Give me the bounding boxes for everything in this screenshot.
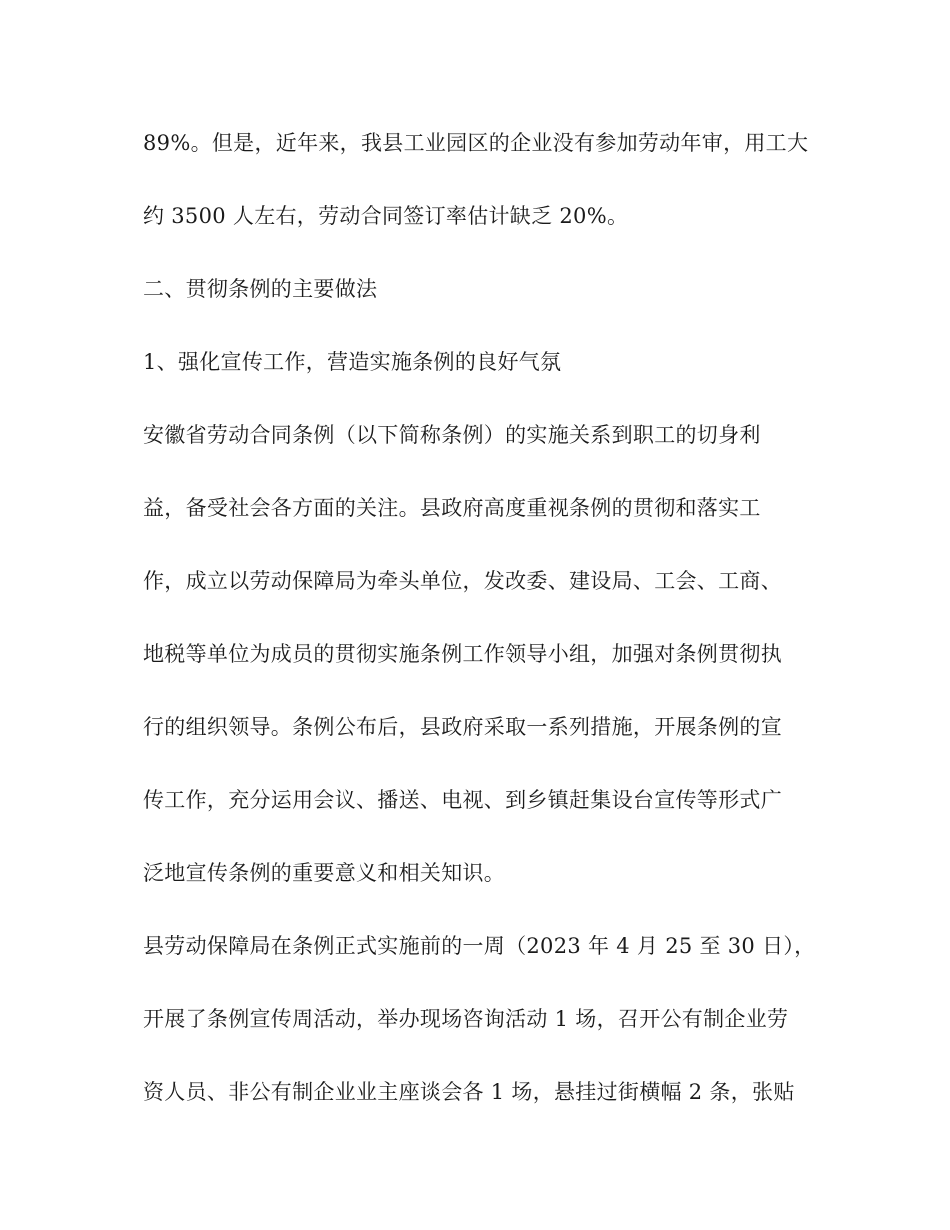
text-line: 约 3500 人左右，劳动合同签订率估计缺乏 20%。: [143, 204, 629, 228]
text-line: 泛地宣传条例的重要意义和相关知识。: [143, 861, 506, 885]
text-line: 县劳动保障局在条例正式实施前的一周（2023 年 4 月 25 至 30 日），: [143, 934, 816, 958]
section-heading: 二、贯彻条例的主要做法: [143, 277, 378, 301]
subsection-heading: 1、强化宣传工作，营造实施条例的良好气氛: [143, 350, 562, 374]
text-line: 行的组织领导。条例公布后，县政府采取一系列措施，开展条例的宣: [143, 715, 782, 739]
text-line: 益，备受社会各方面的关注。县政府高度重视条例的贯彻和落实工: [143, 496, 761, 520]
text-line: 资人员、非公有制企业业主座谈会各 1 场，悬挂过街横幅 2 条，张贴: [143, 1080, 795, 1104]
text-line: 作，成立以劳动保障局为牵头单位，发改委、建设局、工会、工商、: [143, 569, 782, 593]
text-line: 安徽省劳动合同条例（以下简称条例）的实施关系到职工的切身利: [143, 423, 761, 447]
text-line: 89%。但是，近年来，我县工业园区的企业没有参加劳动年审，用工大: [143, 131, 809, 155]
text-line: 地税等单位为成员的贯彻实施条例工作领导小组，加强对条例贯彻执: [143, 642, 782, 666]
text-line: 传工作，充分运用会议、播送、电视、到乡镇赶集设台宣传等形式广: [143, 788, 782, 812]
text-line: 开展了条例宣传周活动，举办现场咨询活动 1 场，召开公有制企业劳: [143, 1007, 789, 1031]
